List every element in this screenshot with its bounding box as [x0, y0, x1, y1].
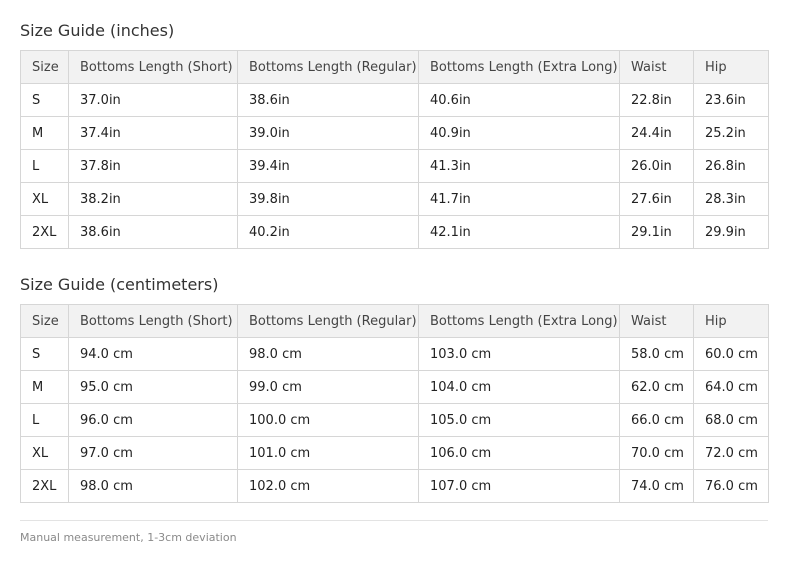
cell-length-short: 37.8in: [69, 150, 238, 183]
table-row: [21, 371, 769, 404]
header-bottoms-length-extra-long: Bottoms Length (Extra Long): [419, 305, 620, 338]
cell-size: L: [21, 150, 69, 183]
cell-length-regular: 102.0 cm: [238, 470, 419, 503]
footer-divider: [20, 520, 768, 521]
cell-hip: 26.8in: [694, 150, 769, 183]
cell-size: L: [21, 404, 69, 437]
cell-waist: 24.4in: [620, 117, 694, 150]
cell-length-regular: 39.4in: [238, 150, 419, 183]
cell-length-extra-long: 41.3in: [419, 150, 620, 183]
cell-hip: 68.0 cm: [694, 404, 769, 437]
header-bottoms-length-short: Bottoms Length (Short): [69, 51, 238, 84]
table-row: [21, 183, 769, 216]
cell-size: S: [21, 84, 69, 117]
cell-hip: 23.6in: [694, 84, 769, 117]
cell-waist: 70.0 cm: [620, 437, 694, 470]
size-guide-inches-title: Size Guide (inches): [20, 21, 175, 40]
measurement-note: Manual measurement, 1-3cm deviation: [20, 531, 237, 544]
table-row: [21, 437, 769, 470]
size-guide-centimeters-title: Size Guide (centimeters): [20, 275, 219, 294]
header-waist: Waist: [620, 51, 694, 84]
table-header-row: [21, 51, 769, 84]
cell-length-regular: 100.0 cm: [238, 404, 419, 437]
table-row: [21, 84, 769, 117]
cell-waist: 58.0 cm: [620, 338, 694, 371]
cell-hip: 64.0 cm: [694, 371, 769, 404]
cell-length-short: 97.0 cm: [69, 437, 238, 470]
header-bottoms-length-regular: Bottoms Length (Regular): [238, 305, 419, 338]
cell-length-short: 95.0 cm: [69, 371, 238, 404]
cell-length-short: 37.0in: [69, 84, 238, 117]
cell-length-short: 98.0 cm: [69, 470, 238, 503]
cell-size: XL: [21, 183, 69, 216]
table-row: [21, 216, 769, 249]
cell-length-extra-long: 41.7in: [419, 183, 620, 216]
cell-waist: 74.0 cm: [620, 470, 694, 503]
cell-hip: 60.0 cm: [694, 338, 769, 371]
cell-length-short: 38.6in: [69, 216, 238, 249]
cell-length-regular: 39.0in: [238, 117, 419, 150]
size-guide-inches-table: [20, 50, 769, 249]
table-row: [21, 338, 769, 371]
cell-size: 2XL: [21, 216, 69, 249]
table-row: [21, 150, 769, 183]
cell-length-regular: 40.2in: [238, 216, 419, 249]
cell-length-extra-long: 103.0 cm: [419, 338, 620, 371]
cell-hip: 28.3in: [694, 183, 769, 216]
cell-length-regular: 101.0 cm: [238, 437, 419, 470]
cell-waist: 27.6in: [620, 183, 694, 216]
header-bottoms-length-short: Bottoms Length (Short): [69, 305, 238, 338]
header-bottoms-length-extra-long: Bottoms Length (Extra Long): [419, 51, 620, 84]
table-row: [21, 404, 769, 437]
cell-length-extra-long: 40.6in: [419, 84, 620, 117]
cell-length-regular: 99.0 cm: [238, 371, 419, 404]
cell-size: XL: [21, 437, 69, 470]
header-size: Size: [21, 51, 69, 84]
cell-length-short: 94.0 cm: [69, 338, 238, 371]
header-bottoms-length-regular: Bottoms Length (Regular): [238, 51, 419, 84]
header-size: Size: [21, 305, 69, 338]
cell-length-short: 38.2in: [69, 183, 238, 216]
cell-length-regular: 38.6in: [238, 84, 419, 117]
cell-length-extra-long: 40.9in: [419, 117, 620, 150]
cell-size: M: [21, 117, 69, 150]
cell-size: S: [21, 338, 69, 371]
cell-hip: 25.2in: [694, 117, 769, 150]
cell-hip: 76.0 cm: [694, 470, 769, 503]
table-row: [21, 470, 769, 503]
header-hip: Hip: [694, 51, 769, 84]
table-header-row: [21, 305, 769, 338]
cell-length-regular: 39.8in: [238, 183, 419, 216]
cell-waist: 62.0 cm: [620, 371, 694, 404]
cell-length-extra-long: 106.0 cm: [419, 437, 620, 470]
header-waist: Waist: [620, 305, 694, 338]
cell-waist: 66.0 cm: [620, 404, 694, 437]
size-guide-centimeters-table: [20, 304, 769, 503]
cell-length-short: 37.4in: [69, 117, 238, 150]
cell-length-extra-long: 42.1in: [419, 216, 620, 249]
cell-length-regular: 98.0 cm: [238, 338, 419, 371]
cell-size: M: [21, 371, 69, 404]
cell-hip: 72.0 cm: [694, 437, 769, 470]
cell-waist: 26.0in: [620, 150, 694, 183]
cell-waist: 29.1in: [620, 216, 694, 249]
header-hip: Hip: [694, 305, 769, 338]
cell-length-extra-long: 105.0 cm: [419, 404, 620, 437]
cell-hip: 29.9in: [694, 216, 769, 249]
cell-waist: 22.8in: [620, 84, 694, 117]
cell-length-extra-long: 107.0 cm: [419, 470, 620, 503]
table-row: [21, 117, 769, 150]
cell-length-extra-long: 104.0 cm: [419, 371, 620, 404]
cell-size: 2XL: [21, 470, 69, 503]
cell-length-short: 96.0 cm: [69, 404, 238, 437]
